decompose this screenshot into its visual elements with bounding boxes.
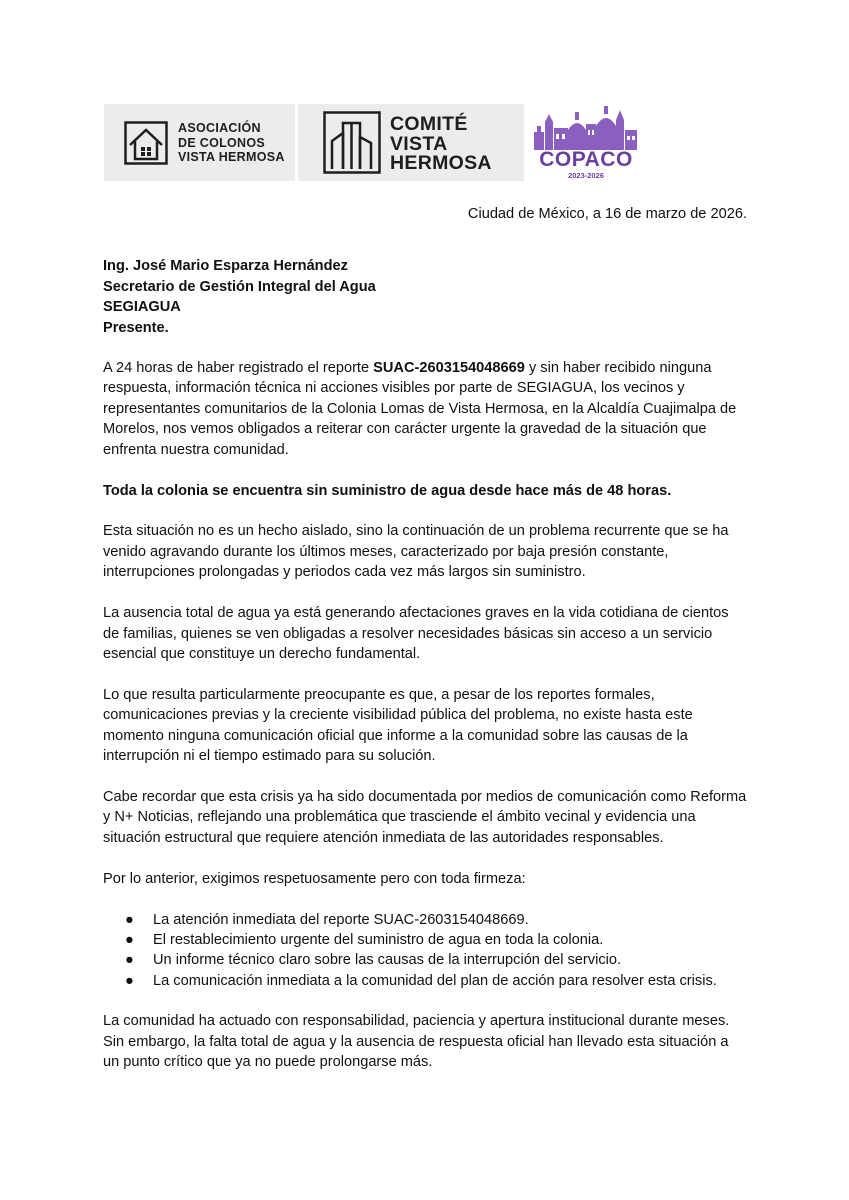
- letter-body: [103, 204, 747, 1093]
- addressee-name: Ing. José Mario Esparza Hernández: [103, 258, 348, 275]
- list-item: [125, 950, 747, 970]
- list-item: [125, 910, 747, 930]
- demand-text: La comunicación inmediata a la comunidad del plan de acción para resolver esta crisis.: [153, 972, 717, 989]
- list-item: [125, 930, 747, 950]
- comite-vista-hermosa-logo: [298, 104, 524, 181]
- paragraph-impact: La ausencia total de agua ya está generando afectaciones graves en la vida cotidiana de cientos de familias, quienes se ven obligadas a resolver necesidades básicas sin acceso a un servicio esencial que constituye un derecho fundamental.: [103, 605, 729, 662]
- letter-date: Ciudad de México, a 16 de marzo de 2026.: [467, 206, 747, 222]
- intro-text-end: y sin haber recibido ninguna respuesta, información técnica ni acciones visibles por parte de SEGIAGUA, los vecinos y representantes comunitarios de la Colonia Lomas de Vista Hermosa, en la Alcaldía Cuajimalpa de Morelos, nos vemos obligados a reiterar con carácter urgente la gravedad de la situación que enfrenta nuestra comunidad.: [103, 360, 737, 458]
- paragraph-no-communication: Lo que resulta particularmente preocupante es que, a pesar de los reportes formales, comunicaciones previas y la creciente visibilidad pública del problema, no existe hasta este momento ninguna comunicación oficial que informe a la comunidad sobre las causas de la interrupción ni el tiempo estimado para su solución.: [103, 686, 693, 765]
- paragraph-intro: [103, 358, 747, 460]
- buildings-icon: [323, 111, 381, 174]
- addressee-agency: SEGIAGUA: [103, 299, 181, 316]
- asociacion-logo-text: [178, 121, 285, 165]
- copaco-years: 2023-2026: [568, 171, 604, 180]
- copaco-name: COPACO: [539, 148, 633, 171]
- asociacion-line3: VISTA HERMOSA: [178, 150, 285, 164]
- bullet-icon: ●: [125, 932, 134, 949]
- asociacion-line1: ASOCIACIÓN: [178, 121, 261, 135]
- bullet-icon: ●: [125, 911, 134, 928]
- comite-line2: VISTA: [390, 132, 448, 155]
- copaco-logo: [528, 104, 644, 181]
- paragraph-recurring-problem: Esta situación no es un hecho aislado, sino la continuación de un problema recurrente que se ha venido agravando durante los últimos meses, caracterizado por baja presión constante, interrupciones prolongadas y periodos cada vez más largos sin suministro.: [103, 523, 729, 581]
- demand-text: El restablecimiento urgente del suministro de agua en toda la colonia.: [153, 932, 604, 949]
- house-icon: [124, 121, 168, 165]
- demands-list: [103, 910, 747, 992]
- asociacion-colonos-logo: [104, 104, 295, 181]
- city-skyline-icon: [530, 106, 642, 150]
- comite-logo-text: [390, 115, 492, 174]
- report-number: SUAC-2603154048669: [373, 360, 525, 377]
- paragraph-demands-intro: Por lo anterior, exigimos respetuosamente pero con toda firmeza:: [103, 870, 526, 887]
- addressee-title: Secretario de Gestión Integral del Agua: [103, 278, 376, 295]
- bullet-icon: ●: [125, 972, 134, 989]
- intro-text-start: A 24 horas de haber registrado el reporte: [103, 360, 374, 377]
- comite-line3: HERMOSA: [390, 152, 492, 174]
- demand-text: Un informe técnico claro sobre las causas de la interrupción del servicio.: [153, 952, 622, 969]
- asociacion-line2: DE COLONOS: [178, 135, 266, 150]
- header-logos: [104, 104, 644, 181]
- demand-text: La atención inmediata del reporte SUAC-2603154048669.: [153, 911, 529, 928]
- list-item: [125, 971, 747, 991]
- paragraph-media-coverage: Cabe recordar que esta crisis ya ha sido documentada por medios de comunicación como Reforma y N+ Noticias, reflejando una problemática que trasciende el ámbito vecinal y evidencia una situación estructural que requiere atención inmediata de las autoridades responsables.: [103, 789, 747, 846]
- comite-line1: COMITÉ: [390, 113, 468, 135]
- addressee-block: [103, 256, 747, 338]
- bullet-icon: ●: [125, 952, 134, 969]
- highlight-statement: Toda la colonia se encuentra sin suministro de agua desde hace más de 48 horas.: [103, 482, 672, 499]
- addressee-presente: Presente.: [103, 319, 169, 336]
- paragraph-closing: La comunidad ha actuado con responsabilidad, paciencia y apertura institucional durante meses. Sin embargo, la falta total de agua y la ausencia de respuesta oficial han llevado esta situación a un punto crítico que ya no puede prolongarse más.: [103, 1013, 730, 1071]
